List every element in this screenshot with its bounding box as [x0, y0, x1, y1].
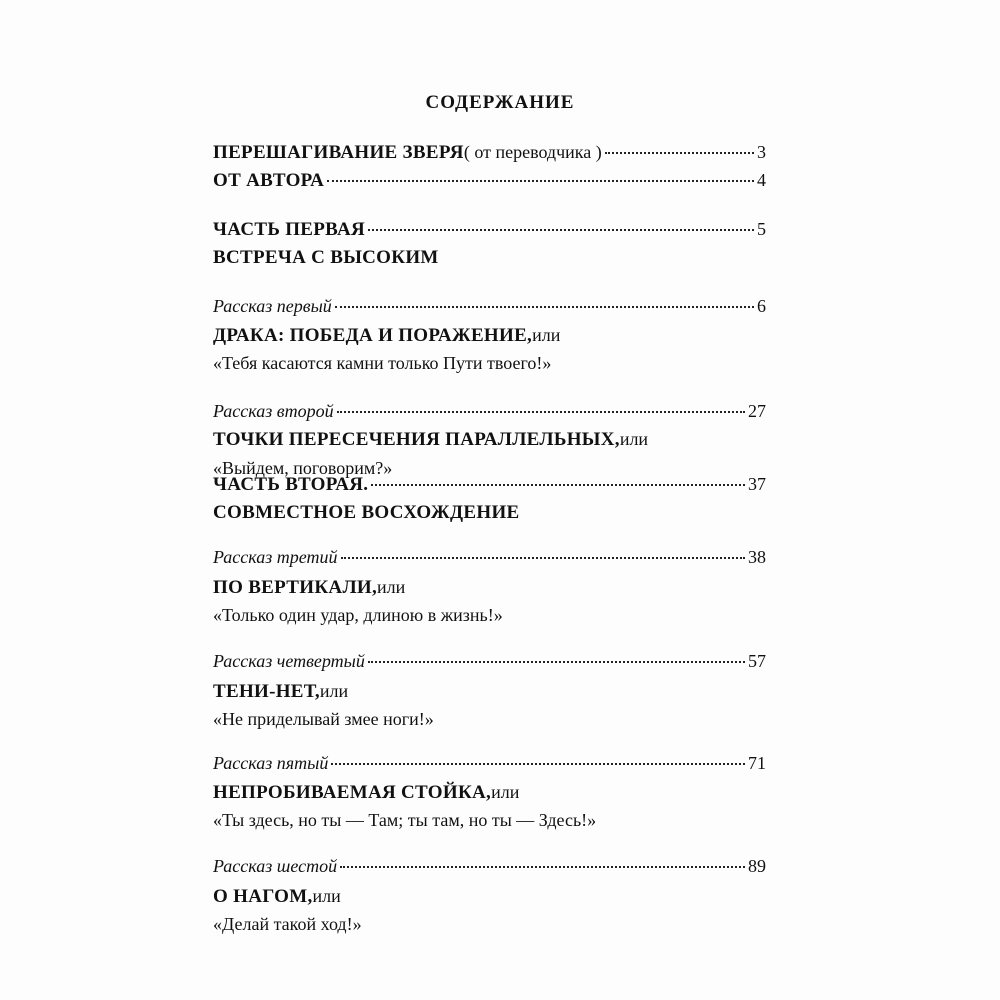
entry-note: ( от переводчика ): [463, 142, 602, 162]
toc-entry: [213, 753, 766, 783]
page-number: 27: [748, 401, 766, 421]
entry-title: ВСТРЕЧА С ВЫСОКИМ: [213, 247, 439, 268]
dot-leader: [340, 866, 745, 868]
toc-entry: [213, 782, 766, 812]
entry-title: ДРАКА: ПОБЕДА И ПОРАЖЕНИЕ,: [213, 325, 533, 346]
toc-entry: [213, 810, 766, 840]
dot-leader: [371, 484, 745, 486]
toc-entry: [213, 577, 766, 607]
table-of-contents: [213, 0, 766, 1000]
entry-title: СОВМЕСТНОЕ ВОСХОЖДЕНИЕ: [213, 502, 520, 523]
story-label: Рассказ пятый: [213, 753, 329, 773]
story-label: Рассказ второй: [213, 401, 334, 421]
toc-entry: [213, 681, 766, 711]
dot-leader: [368, 661, 745, 663]
dot-leader: [331, 763, 745, 765]
entry-subtitle: «Ты здесь, но ты — Там; ты там, но ты — Здесь!»: [213, 810, 597, 830]
entry-subtitle: «Выйдем, поговорим?»: [213, 458, 393, 478]
page-title: СОДЕРЖАНИЕ: [425, 92, 575, 113]
entry-suffix: или: [491, 782, 520, 802]
toc-entry: [213, 886, 766, 916]
toc-entry: [213, 429, 766, 459]
story-label: Рассказ четвертый: [213, 651, 365, 671]
entry-subtitle: «Только один удар, длиною в жизнь!»: [213, 605, 503, 625]
toc-entry: [213, 353, 766, 383]
page-number: 57: [748, 651, 766, 671]
toc-entry: [213, 296, 766, 326]
dot-leader: [327, 180, 754, 182]
entry-title: ПО ВЕРТИКАЛИ,: [213, 577, 378, 598]
toc-entry: [213, 401, 766, 431]
dot-leader: [605, 152, 754, 154]
toc-entry: [213, 605, 766, 635]
story-label: Рассказ третий: [213, 547, 338, 567]
dot-leader: [335, 306, 754, 308]
toc-entry: [213, 325, 766, 355]
story-label: Рассказ первый: [213, 296, 332, 316]
entry-suffix: или: [532, 325, 561, 345]
page-number: 4: [757, 170, 766, 190]
page-number: 37: [748, 474, 766, 494]
entry-suffix: или: [312, 886, 341, 906]
toc-entry: [213, 502, 766, 532]
page-number: 3: [757, 142, 766, 162]
entry-title: ТОЧКИ ПЕРЕСЕЧЕНИЯ ПАРАЛЛЕЛЬНЫХ,: [213, 429, 620, 450]
toc-entry: [213, 856, 766, 886]
toc-entry: [213, 219, 766, 249]
entry-suffix: или: [619, 429, 649, 449]
toc-entry: [213, 247, 766, 277]
dot-leader: [368, 229, 754, 231]
page-number: 38: [748, 547, 766, 567]
page-number: 5: [757, 219, 766, 239]
entry-subtitle: «Не приделывай змее ноги!»: [213, 709, 434, 729]
toc-entry: [213, 709, 766, 739]
page-number: 6: [757, 296, 766, 316]
dot-leader: [337, 411, 745, 413]
entry-title: НЕПРОБИВАЕМАЯ СТОЙКА,: [213, 782, 492, 803]
entry-title: ОТ АВТОРА: [213, 170, 325, 191]
page-number: 71: [748, 753, 766, 773]
entry-suffix: или: [377, 577, 406, 597]
toc-entry: [213, 914, 766, 944]
entry-title: ЧАСТЬ ВТОРАЯ.: [213, 474, 369, 495]
entry-subtitle: «Делай такой ход!»: [213, 914, 362, 934]
toc-entry: [213, 547, 766, 577]
entry-title: ЧАСТЬ ПЕРВАЯ: [213, 219, 366, 240]
entry-title: ПЕРЕШАГИВАНИЕ ЗВЕРЯ: [213, 142, 464, 163]
entry-title: ТЕНИ-НЕТ,: [213, 681, 320, 702]
dot-leader: [341, 557, 745, 559]
toc-entry: [213, 170, 766, 200]
entry-title: О НАГОМ,: [213, 886, 313, 907]
page-number: 89: [748, 856, 766, 876]
entry-suffix: или: [319, 681, 349, 701]
toc-entry: [213, 142, 766, 172]
entry-subtitle: «Тебя касаются камни только Пути твоего!»: [213, 353, 552, 373]
story-label: Рассказ шестой: [213, 856, 338, 876]
toc-entry: [213, 474, 766, 504]
toc-entry: [213, 651, 766, 681]
